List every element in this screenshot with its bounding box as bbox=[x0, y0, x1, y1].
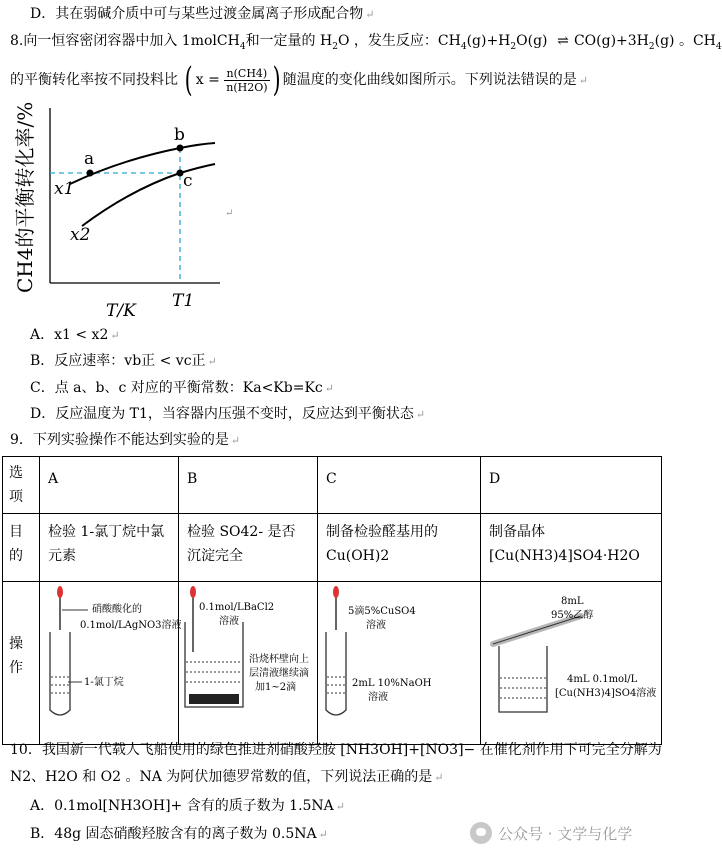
curve-x2 bbox=[82, 164, 215, 226]
col-a-letter: A bbox=[40, 457, 179, 514]
svg-text:加1~2滴: 加1~2滴 bbox=[255, 682, 297, 693]
label-c: c bbox=[183, 171, 193, 191]
beaker-d bbox=[499, 646, 547, 712]
svg-text:2mL 10%NaOH: 2mL 10%NaOH bbox=[352, 678, 432, 689]
precipitate-b bbox=[189, 694, 239, 704]
x-axis-label: T/K bbox=[106, 301, 136, 321]
wechat-icon bbox=[470, 822, 492, 844]
col-a-operation bbox=[40, 582, 182, 745]
q8-stem-line1: 8.向一恒容密闭容器中加入 1molCH$_4$和一定量的 $H_2O$ ，发生反应：$CH_4(g)+H_2O(g)$ ⇌ $CO(g)+3H_2(g)$ 。$CH_4$ bbox=[10, 33, 722, 52]
q8-option-c: C．点 a、b、c 对应的平衡常数：Ka<Kb=Kc ↵ bbox=[30, 380, 334, 396]
dropper-bulb-a bbox=[57, 586, 63, 598]
label-a: a bbox=[84, 149, 95, 169]
q10-option-a: A．0.1mol[NH3OH]+ 含有的质子数为 1.5NA ↵ bbox=[30, 798, 346, 814]
svg-text:溶液: 溶液 bbox=[368, 692, 388, 703]
ratio-fraction: $\frac{n(CH4)}{n(H2O)}$ bbox=[226, 66, 268, 94]
label-x2: x2 bbox=[70, 225, 91, 245]
header-purpose-cell: 目的 bbox=[3, 514, 40, 582]
dropper-bulb-b bbox=[190, 586, 196, 598]
svg-text:5滴5%CuSO4: 5滴5%CuSO4 bbox=[348, 606, 416, 617]
q8-option-a: A．x1 < x2 ↵ bbox=[30, 327, 120, 343]
svg-text:[Cu(NH3)4]SO4溶液: [Cu(NH3)4]SO4溶液 bbox=[555, 688, 657, 699]
point-a bbox=[87, 170, 94, 177]
svg-text:↵: ↵ bbox=[225, 208, 234, 219]
q9-stem: 9．下列实验操作不能达到实验的是 ↵ bbox=[10, 432, 241, 448]
col-b-operation bbox=[179, 582, 318, 745]
col-c-letter: C bbox=[318, 457, 481, 514]
q10-stem-line1: 10．我国新一代载人飞船使用的绿色推进剂硝酸羟胺 [NH3OH]+[NO3]− 在催化剂作用下可完全分解为 bbox=[10, 742, 662, 758]
equilibrium-arrow-icon: ⇌ bbox=[557, 33, 569, 49]
q7-option-d: D．其在弱碱介质中可与某些过渡金属离子形成配合物 ↵ bbox=[30, 6, 375, 22]
label-a-reagent1: 硝酸酸化的 bbox=[92, 604, 142, 615]
svg-text:溶液: 溶液 bbox=[366, 620, 386, 631]
svg-text:沿烧杯壁向上: 沿烧杯壁向上 bbox=[249, 654, 309, 665]
label-T1: T1 bbox=[172, 291, 195, 311]
col-c-operation bbox=[318, 582, 481, 745]
col-d-operation bbox=[481, 582, 662, 745]
q10-stem-line2: N2、H2O 和 O2 。NA 为阿伏加德罗常数的值，下列说法正确的是 ↵ bbox=[10, 769, 444, 785]
col-a-purpose: 检验 1-氯丁烷中氯元素 bbox=[40, 514, 179, 582]
conversion-chart bbox=[10, 98, 234, 321]
test-tube-c bbox=[326, 632, 346, 715]
header-operation-cell: 操作 bbox=[3, 582, 40, 745]
experiment-table bbox=[2, 456, 662, 745]
col-c-purpose: 制备检验醛基用的 Cu(OH)2 bbox=[318, 514, 481, 582]
y-axis-label: CH4的平衡转化率/% bbox=[13, 101, 37, 293]
watermark: 公众号 · 文学与化学 bbox=[470, 822, 632, 844]
dropper-bulb-c bbox=[333, 586, 339, 598]
svg-text:溶液: 溶液 bbox=[219, 616, 239, 627]
col-d-letter: D bbox=[481, 457, 662, 514]
col-d-purpose: 制备晶体 [Cu(NH3)4]SO4·H2O bbox=[481, 514, 662, 582]
svg-text:4mL 0.1mol/L: 4mL 0.1mol/L bbox=[567, 674, 638, 685]
label-a-substance: 1-氯丁烷 bbox=[84, 677, 124, 688]
q8-stem-line2: 的平衡转化率按不同投料比 ( x = $\frac{n(CH4)}{n(H2O)}$ ) 随温度的变化曲线如图所示。下列说法错误的是 ↵ bbox=[10, 60, 589, 100]
col-b-purpose: 检验 SO42- 是否沉淀完全 bbox=[179, 514, 318, 582]
svg-text:8mL: 8mL bbox=[561, 596, 584, 607]
svg-text:95%乙醇: 95%乙醇 bbox=[551, 610, 594, 621]
col-b-letter: B bbox=[179, 457, 318, 514]
svg-text:0.1mol/LBaCl2: 0.1mol/LBaCl2 bbox=[199, 602, 275, 613]
svg-text:层清液继续滴: 层清液继续滴 bbox=[249, 668, 309, 679]
q8-option-b: B．反应速率：vb正 < vc正 ↵ bbox=[30, 353, 217, 369]
label-a-reagent2: 0.1mol/LAgNO3溶液 bbox=[80, 620, 182, 631]
header-option-cell: 选项 bbox=[3, 457, 40, 514]
q8-option-d: D．反应温度为 T1，当容器内压强不变时，反应达到平衡状态 ↵ bbox=[30, 406, 426, 422]
test-tube-a bbox=[50, 632, 70, 715]
label-x1: x1 bbox=[54, 179, 75, 199]
label-b: b bbox=[174, 125, 185, 145]
point-b bbox=[177, 145, 184, 152]
q10-option-b: B．48g 固态硝酸羟胺含有的离子数为 0.5NA ↵ bbox=[30, 826, 328, 842]
